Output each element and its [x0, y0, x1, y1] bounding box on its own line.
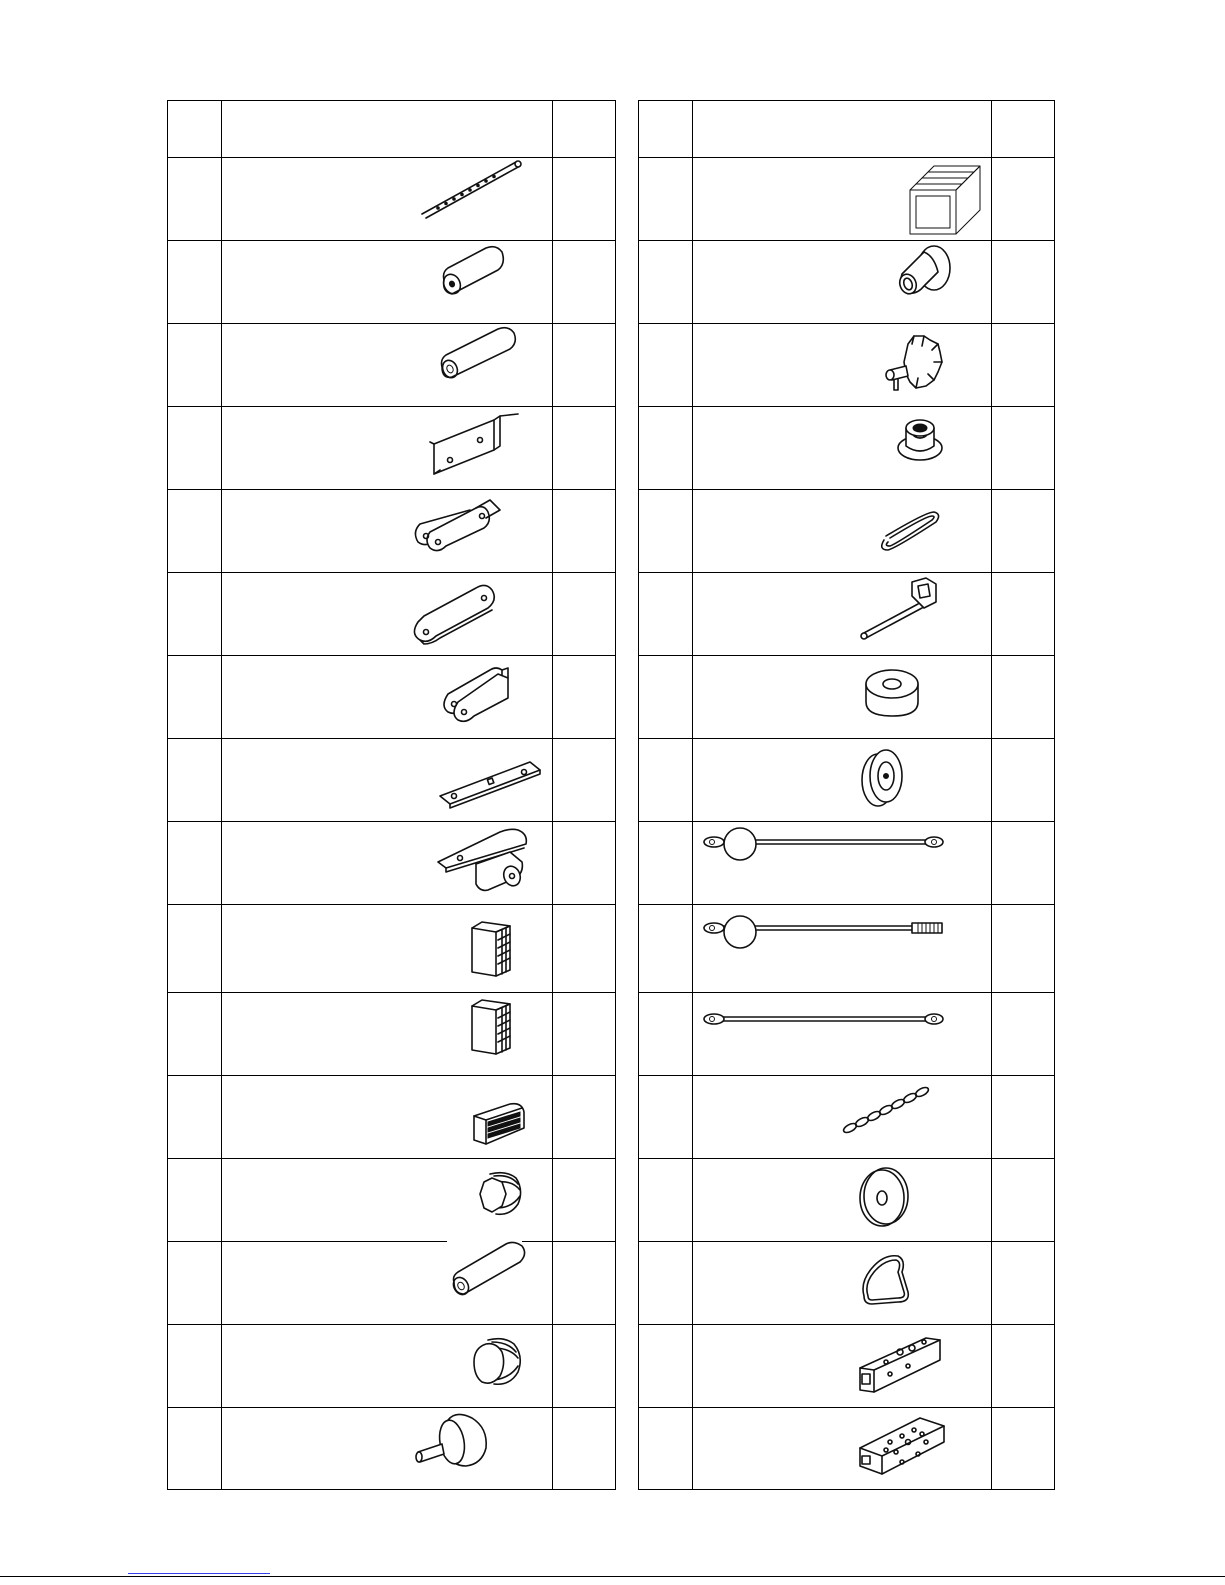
row-divider [639, 323, 1054, 324]
row-divider [639, 655, 1054, 656]
flanged-bushing-icon [894, 242, 954, 300]
rubber-foot-icon [414, 1412, 494, 1478]
row-divider [168, 1158, 615, 1159]
row-divider [639, 1407, 1054, 1408]
row-divider [168, 1407, 615, 1408]
right-parts-table [638, 100, 1055, 1490]
tube-sleeve-icon [450, 1240, 530, 1298]
row-divider [168, 904, 615, 905]
carabiner-icon [858, 1252, 914, 1306]
square-end-cap-icon [906, 160, 986, 238]
row-divider [639, 992, 1054, 993]
row-divider [639, 1075, 1054, 1076]
left-table-col-divider [221, 101, 222, 1489]
row-divider [168, 655, 615, 656]
channel-bracket-icon [428, 412, 524, 478]
rectangular-end-cap-icon [470, 1100, 528, 1146]
row-divider [168, 992, 615, 993]
pulley-wheel-icon [856, 744, 910, 810]
row-divider [639, 406, 1054, 407]
square-end-cap-icon [466, 996, 516, 1056]
right-table-col-divider [692, 101, 693, 1489]
flanged-bushing-icon [894, 416, 950, 464]
row-divider [168, 1241, 447, 1242]
perforated-rod-icon [418, 158, 528, 220]
link-plate-icon [410, 582, 500, 644]
row-divider [168, 323, 615, 324]
row-divider [639, 1158, 1054, 1159]
row-divider [168, 240, 615, 241]
washer-icon [856, 1164, 912, 1230]
cable-icon [700, 1004, 948, 1034]
right-table-col-divider [991, 101, 992, 1489]
row-divider [168, 572, 615, 573]
left-table-header-divider [168, 157, 615, 158]
adjustment-knob-icon [880, 330, 946, 396]
round-end-plug-icon [476, 1168, 526, 1220]
row-divider [522, 1241, 615, 1242]
double-plate-bracket-icon [440, 664, 520, 726]
row-divider [639, 489, 1054, 490]
round-end-plug-icon [470, 1334, 526, 1390]
connector-block-icon [856, 1330, 942, 1396]
cable-assembly-icon [700, 908, 948, 960]
pull-pin-icon [856, 576, 952, 642]
flat-strap-icon [436, 752, 542, 810]
drive-belt-icon [876, 506, 942, 554]
page-bottom-rule [0, 1576, 1225, 1577]
chain-icon [840, 1084, 930, 1136]
row-divider [168, 489, 615, 490]
clevis-bracket-icon [410, 496, 506, 554]
row-divider [639, 738, 1054, 739]
spacer-ring-icon [862, 662, 922, 722]
row-divider [168, 406, 615, 407]
pivot-bracket-icon [436, 826, 526, 896]
left-table-col-divider [552, 101, 553, 1489]
foam-sleeve-icon [438, 242, 510, 300]
footer-link-underline[interactable] [128, 1573, 270, 1574]
foam-tube-icon [436, 325, 520, 383]
row-divider [168, 738, 615, 739]
row-divider [168, 1324, 615, 1325]
left-parts-table [167, 100, 616, 1490]
mounting-block-icon [856, 1412, 946, 1478]
row-divider [639, 240, 1054, 241]
row-divider [639, 572, 1054, 573]
row-divider [639, 904, 1054, 905]
cable-assembly-icon [700, 822, 948, 874]
row-divider [168, 821, 615, 822]
row-divider [168, 1075, 615, 1076]
row-divider [639, 1324, 1054, 1325]
row-divider [639, 1241, 1054, 1242]
right-table-header-divider [639, 157, 1054, 158]
square-end-cap-icon [466, 918, 516, 978]
